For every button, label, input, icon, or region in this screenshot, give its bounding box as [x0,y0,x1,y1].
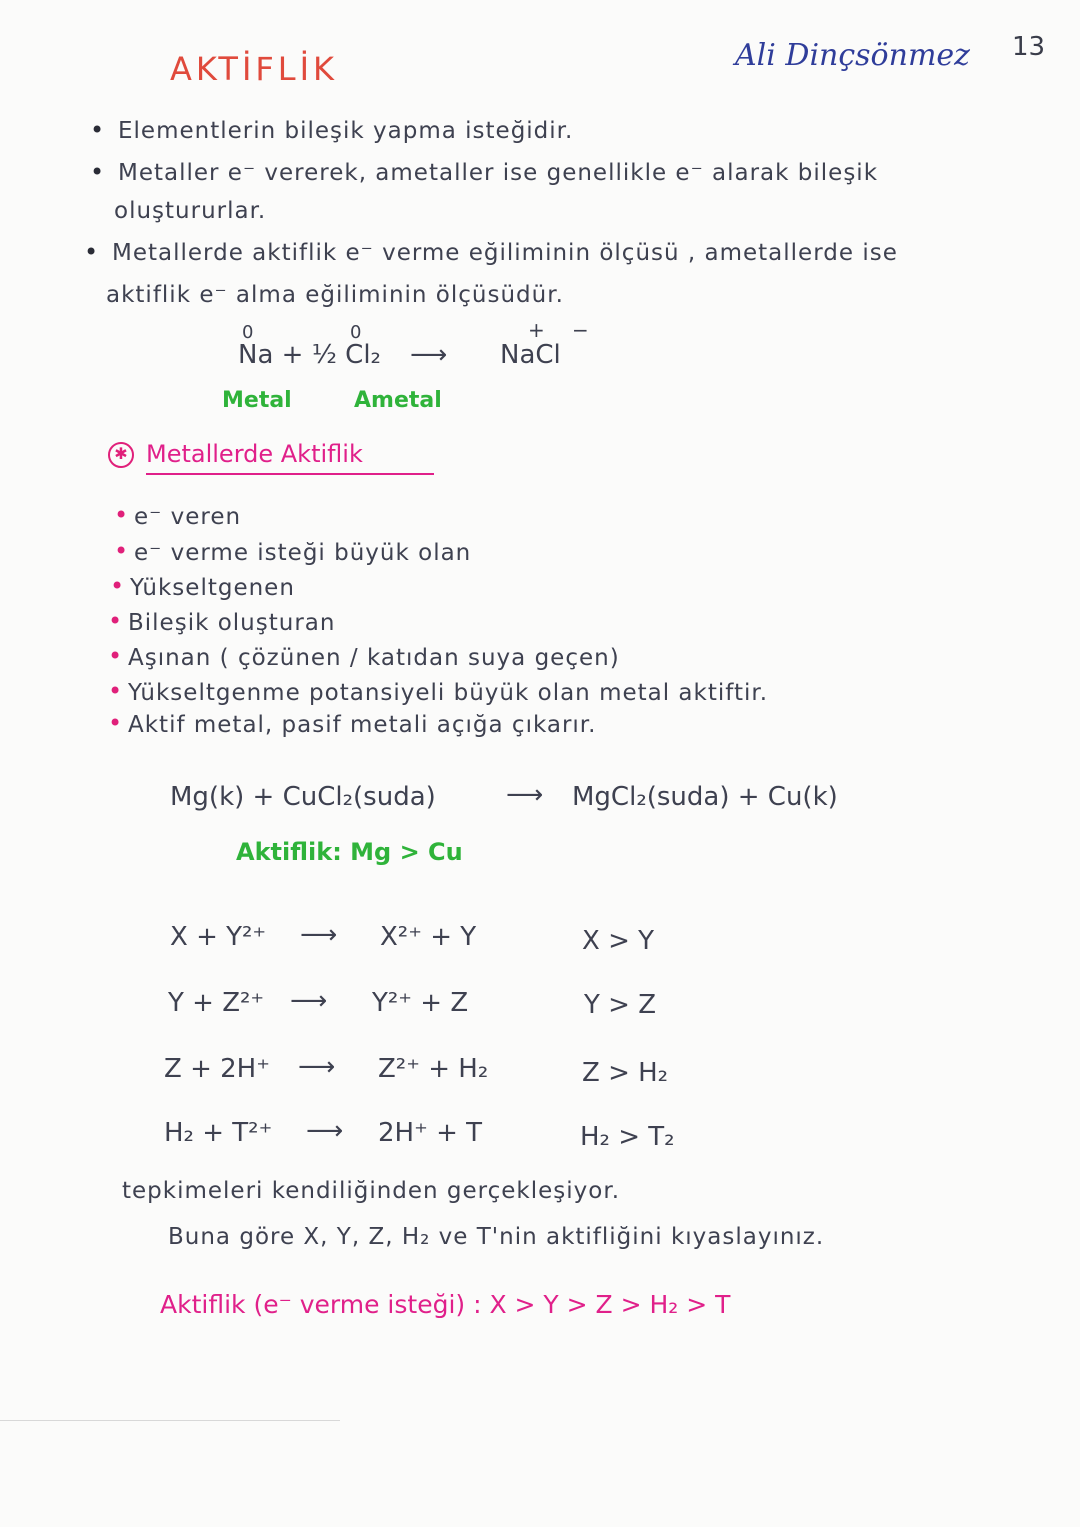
asterisk-icon: ✱ [108,442,134,468]
intro-bullet-2-line-2: oluştururlar. [114,198,267,224]
na-charge: 0 [242,322,254,343]
mg-reaction-right: MgCl₂(suda) + Cu(k) [572,782,838,812]
list-item: • e⁻ veren [134,504,241,530]
answer-line: Aktiflik (e⁻ verme isteği) : X > Y > Z > H₂ > T [160,1290,731,1319]
intro-bullet-1: • Elementlerin bileşik yapma isteğidir. [118,118,573,144]
page-number: 13 [1012,32,1046,62]
section-heading-text: Metallerde Aktiflik [146,440,363,468]
reaction-2-right: Y²⁺ + Z [372,988,469,1018]
reaction-3-right: Z²⁺ + H₂ [378,1054,489,1084]
na-plus-charge: + [528,318,545,342]
author-signature: Ali Dinçsönmez [735,38,970,73]
reaction-1-right: X²⁺ + Y [380,922,477,952]
mg-aktiflik-result: Aktiflik: Mg > Cu [236,838,463,866]
reaction-arrow: ⟶ [298,1052,336,1082]
intro-bullet-3-line-2: aktiflik e⁻ alma eğiliminin ölçüsüdür. [106,282,564,308]
list-item: • e⁻ verme isteği büyük olan [134,540,471,566]
reaction-4-left: H₂ + T²⁺ [164,1118,273,1148]
reaction-2-result: Y > Z [584,990,657,1020]
reaction-1-result: X > Y [582,926,655,956]
reaction-arrow: ⟶ [290,986,328,1016]
section-heading [108,440,363,468]
cl-charge: 0 [350,322,362,343]
reaction-4-result: H₂ > T₂ [580,1122,675,1152]
section-heading-underline [146,473,434,475]
mg-reaction-left: Mg(k) + CuCl₂(suda) [170,782,436,812]
list-item: • Aktif metal, pasif metali açığa çıkarır. [128,712,596,738]
reaction-1-left: X + Y²⁺ [170,922,267,952]
list-item: • Aşınan ( çözünen / katıdan suya geçen) [128,645,620,671]
nacl-product: NaCl [500,340,561,370]
question-line-1: tepkimeleri kendiliğinden gerçekleşiyor. [122,1178,621,1204]
bottom-margin-rule [0,1420,340,1421]
nacl-reactants: Na + ½ Cl₂ [238,340,381,370]
list-item: • Yükseltgenme potansiyeli büyük olan metal aktiftir. [128,680,768,706]
metal-label: Metal [222,388,292,413]
reaction-3-result: Z > H₂ [582,1058,669,1088]
cl-minus-charge: − [572,318,589,342]
reaction-arrow: ⟶ [300,920,338,950]
reaction-4-right: 2H⁺ + T [378,1118,483,1148]
reaction-3-left: Z + 2H⁺ [164,1054,270,1084]
page-title: AKTİFLİK [170,50,339,88]
list-item: • Bileşik oluşturan [128,610,335,636]
intro-bullet-2-line-1: • Metaller e⁻ vererek, ametaller ise genellikle e⁻ alarak bileşik [118,160,878,186]
question-line-2: Buna göre X, Y, Z, H₂ ve T'nin aktifliğini kıyaslayınız. [168,1224,825,1250]
reaction-arrow: ⟶ [306,1116,344,1146]
list-item: • Yükseltgenen [130,575,295,601]
reaction-2-left: Y + Z²⁺ [168,988,265,1018]
mg-reaction-arrow: ⟶ [506,780,544,810]
nacl-arrow: ⟶ [410,340,448,370]
ametal-label: Ametal [354,388,442,413]
intro-bullet-3-line-1: • Metallerde aktiflik e⁻ verme eğiliminin ölçüsü , ametallerde ise [112,240,898,266]
